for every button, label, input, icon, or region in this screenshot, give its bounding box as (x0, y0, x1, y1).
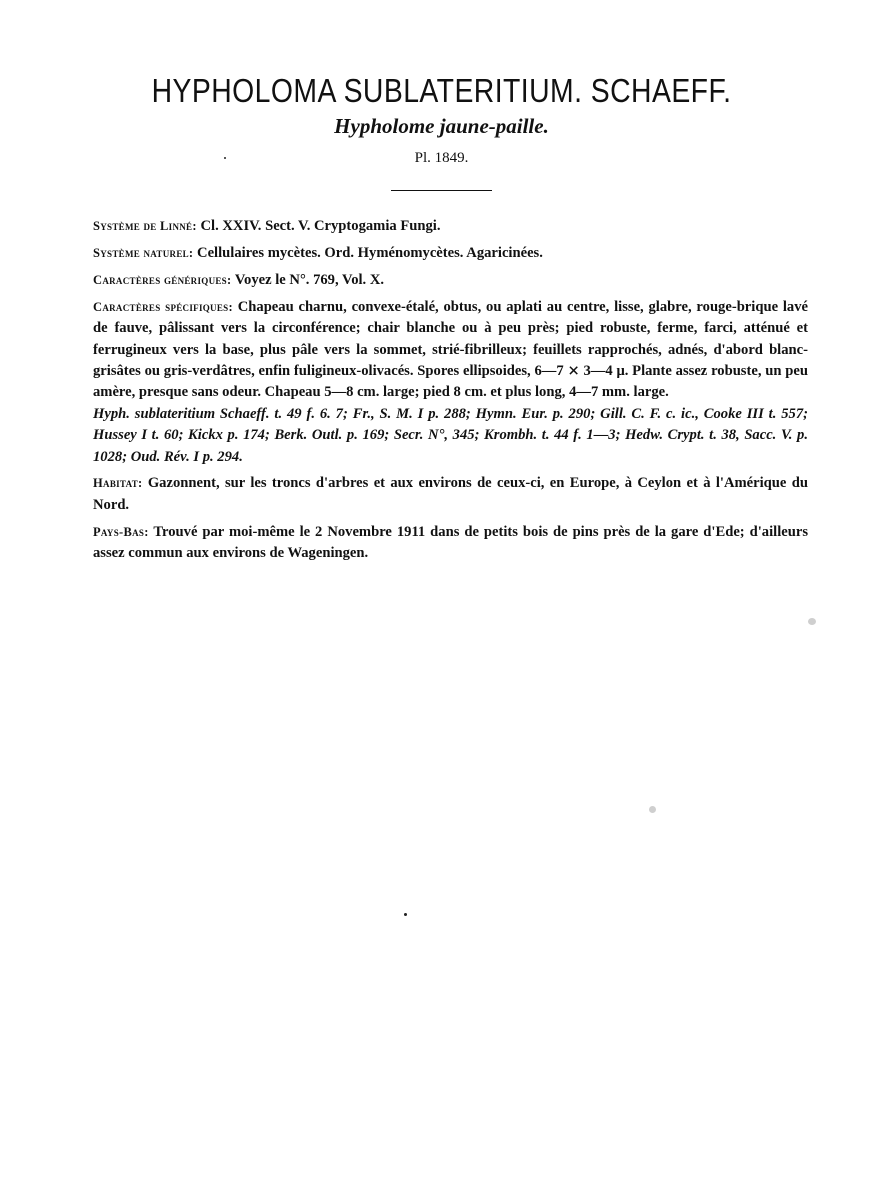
habitat-paragraph (93, 473, 808, 516)
generiques-text: Voyez le N°. 769, Vol. X. (231, 271, 385, 288)
linne-paragraph (93, 216, 808, 237)
plate-number: Pl. 1849. (414, 150, 469, 166)
page-subtitle: Hypholome jaune-paille. (334, 114, 549, 138)
print-speck (808, 618, 816, 625)
linne-text: Cl. XXIV. Sect. V. Cryptogamia Fungi. (196, 218, 441, 234)
paysbas-paragraph (93, 522, 808, 565)
description-body (93, 216, 808, 570)
print-speck (404, 913, 407, 916)
specifiques-paragraph (93, 297, 808, 404)
naturel-text: Cellulaires mycètes. Ord. Hyménomycètes. Agaricinées. (193, 244, 543, 261)
paysbas-text: Trouvé par moi-même le 2 Novembre 1911 dans de petits bois de pins près de la gare d'Ede; d'ailleurs assez commun aux environs de Wageningen. (93, 523, 808, 562)
naturel-paragraph (93, 243, 808, 264)
references-paragraph: Hyph. sublateritium Schaeff. t. 49 f. 6. 7; Fr., S. M. I p. 288; Hymn. Eur. p. 290; Gill. C. F. c. ic., Cooke III t. 557; Hussey I t. 60; Kickx p. 174; Berk. Outl. p. 169; Secr. N°, 345; Krombh. t. 44 f. 1—3; Hedw. Crypt. t. 38, Sacc. V. p. 1028; Oud. Rév. I p. 294. (93, 405, 808, 465)
specifiques-label: Caractères spécifiques: (93, 299, 233, 314)
print-speck (224, 157, 226, 159)
naturel-label: Système naturel: (93, 245, 194, 260)
page-title: HYPHOLOMA SUBLATERITIUM. SCHAEFF. (151, 72, 732, 109)
paysbas-label: Pays-Bas: (93, 524, 149, 539)
generiques-label: Caractères génériques: (93, 272, 232, 287)
linne-label: Système de Linné: (93, 219, 197, 233)
title-divider (391, 190, 492, 191)
generiques-paragraph (93, 270, 808, 291)
habitat-label: Habitat: (93, 476, 143, 491)
specifiques-text: Chapeau charnu, convexe-étalé, obtus, ou aplati au centre, lisse, glabre, rouge-brique lavé de fauve, pâlissant vers la circonférence; chair blanche ou à peu près; pied robuste, ferme, farci, atténué et ferrugineux vers la base, plus pâle vers la sommet, strié-fibrilleux; feuillets rapprochés, adnés, d'abord blanc-grisâtes ou gris-verdâtres, enfin fuligineux-olivacés. Spores ellipsoides, 6—7 ⨯ 3—4 μ. Plante assez robuste, un peu amère, presque sans odeur. Chapeau 5—8 cm. large; pied 8 cm. et plus long, 4—7 mm. large. (93, 298, 808, 401)
print-speck (649, 806, 656, 813)
habitat-text: Gazonnent, sur les troncs d'arbres et aux environs de ceux-ci, en Europe, à Ceylon et à l'Amérique du Nord. (93, 475, 808, 513)
